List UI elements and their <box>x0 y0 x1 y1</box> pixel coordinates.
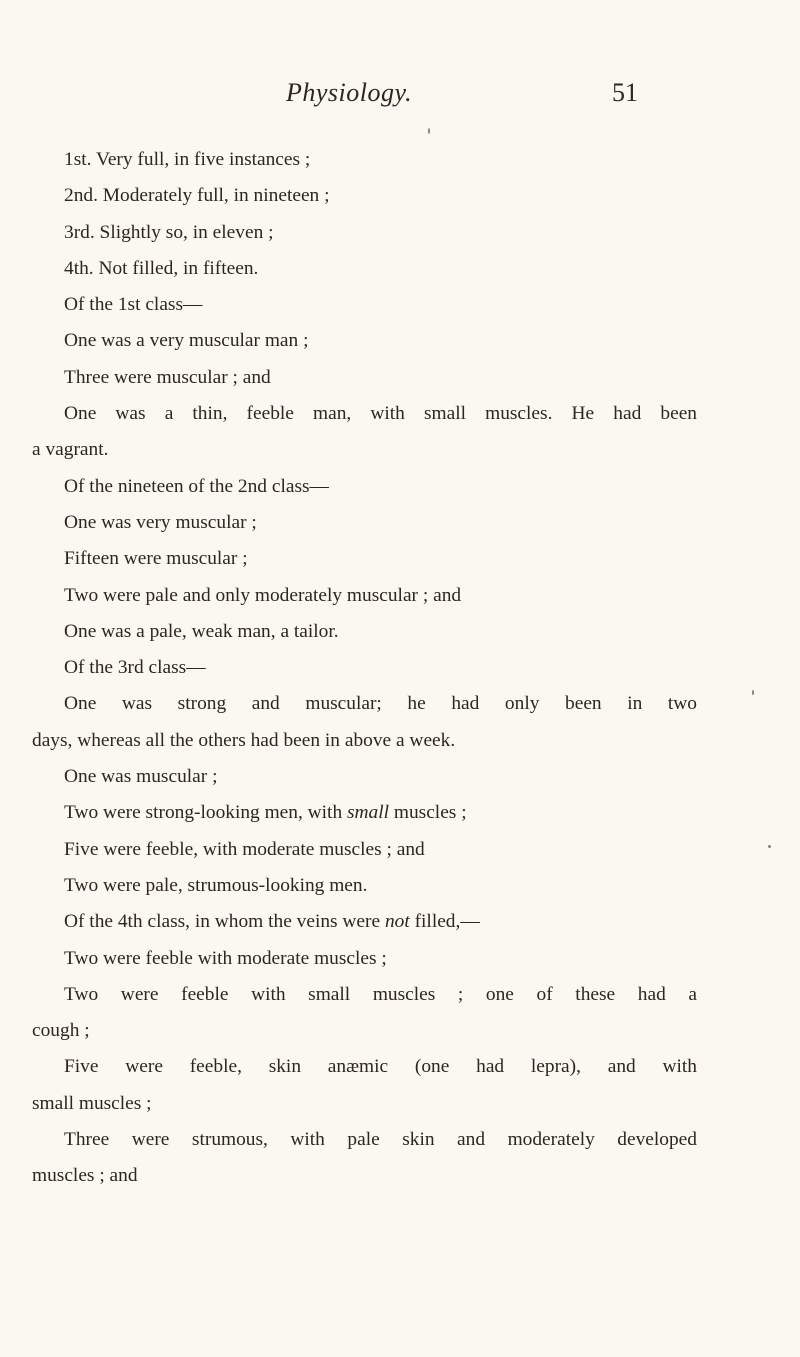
text-line: One was a pale, weak man, a tailor. <box>64 620 339 642</box>
text-line: muscles ; and <box>32 1165 138 1187</box>
text-line: One was very muscular ; <box>64 511 257 533</box>
running-head <box>0 78 800 118</box>
text-line: 3rd. Slightly so, in eleven ; <box>64 221 274 243</box>
paper-speck <box>428 128 430 134</box>
text-line: Two were feeble with moderate muscles ; <box>64 947 387 969</box>
body-text <box>32 142 697 1195</box>
text-line: One was muscular ; <box>64 766 218 788</box>
text-line: One was a thin, feeble man, with small muscles. He had been <box>64 403 697 425</box>
running-title: Physiology. <box>286 78 413 107</box>
page-number: 51 <box>612 78 638 107</box>
text-line: Two were feeble with small muscles ; one of these had a <box>64 983 697 1005</box>
text-line: Five were feeble, with moderate muscles ; and <box>64 838 425 860</box>
text-line: Of the 3rd class— <box>64 657 206 679</box>
text-segment: Two were strong-looking men, with <box>64 802 347 824</box>
text-line <box>32 795 697 831</box>
italic-word: not <box>384 911 410 933</box>
text-line: a vagrant. <box>32 439 109 461</box>
text-line: One was strong and muscular; he had only been in two <box>64 693 697 715</box>
text-segment: muscles ; <box>389 802 467 824</box>
text-segment: Of the 4th class, in whom the veins were <box>64 911 385 933</box>
text-line: 1st. Very full, in five instances ; <box>64 149 311 170</box>
paper-speck <box>752 690 754 695</box>
text-line: small muscles ; <box>32 1092 152 1114</box>
text-line: Of the nineteen of the 2nd class— <box>64 475 329 497</box>
text-line: 4th. Not filled, in fifteen. <box>64 257 259 279</box>
text-line: Two were pale and only moderately muscular ; and <box>64 584 462 606</box>
text-line: 2nd. Moderately full, in nineteen ; <box>64 185 330 207</box>
text-segment: filled,— <box>409 911 480 933</box>
paper-speck <box>768 845 771 848</box>
text-line: Two were pale, strumous-looking men. <box>64 874 368 896</box>
text-line: Three were strumous, with pale skin and moderately developed <box>64 1129 697 1151</box>
text-line: Fifteen were muscular ; <box>64 548 248 570</box>
text-line: days, whereas all the others had been in above a week. <box>32 729 456 751</box>
text-line: One was a very muscular man ; <box>64 330 309 352</box>
italic-word: small <box>347 802 390 824</box>
text-line: cough ; <box>32 1020 90 1042</box>
text-line: Of the 1st class— <box>64 294 203 316</box>
text-line: Three were muscular ; and <box>64 366 271 388</box>
text-line <box>32 904 697 940</box>
text-line: Five were feeble, skin anæmic (one had lepra), and with <box>64 1056 697 1078</box>
